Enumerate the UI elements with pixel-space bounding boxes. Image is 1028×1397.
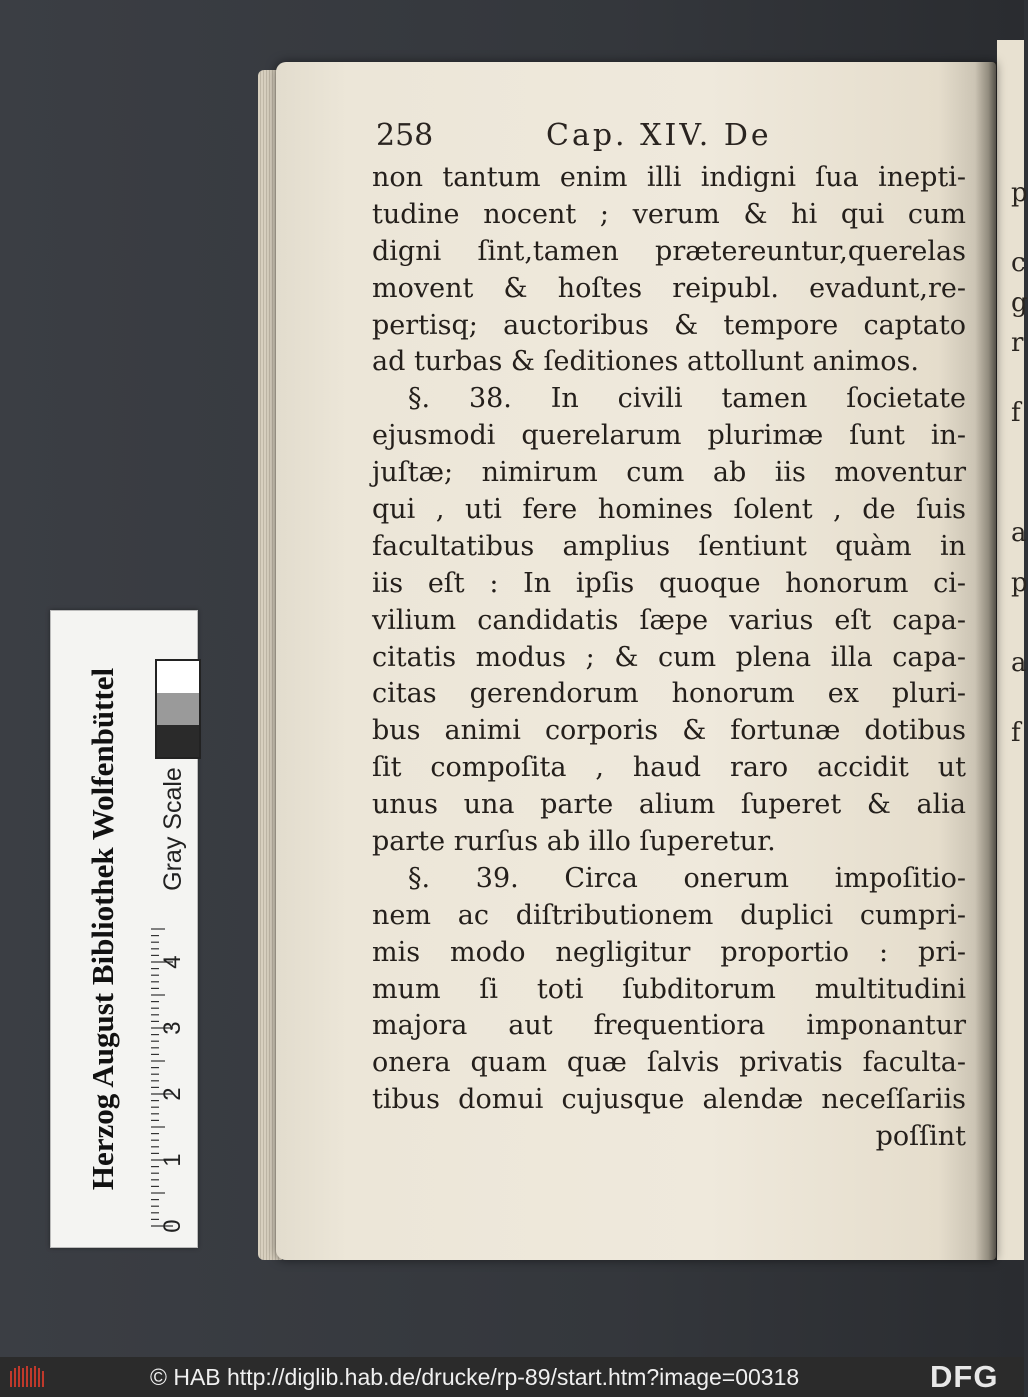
text-line: ſit compoſita , haud raro accidit ut [372, 752, 966, 784]
gray-swatches [155, 659, 201, 759]
text-line: movent & hoſtes reipubl. evadunt,re- [372, 272, 966, 304]
text-line: iis eſt : In ipſis quoque honorum ci- [372, 567, 966, 599]
facing-page-fragment: p [1011, 178, 1028, 208]
text-line: ejusmodi querelarum plurimæ ſunt in- [372, 420, 966, 452]
page-number: 258 [376, 118, 434, 153]
copyright-link[interactable]: © HAB http://diglib.hab.de/drucke/rp-89/start.htm?image=00318 [150, 1364, 800, 1390]
text-line: ad turbas & ſeditiones attollunt animos. [372, 346, 919, 378]
ruler-number: 4 [159, 955, 186, 969]
facing-page [997, 40, 1028, 1260]
facing-page-fragment: a [1011, 648, 1027, 678]
facing-page-fragment: f [1011, 398, 1021, 428]
text-line: facultatibus amplius ſentiunt quàm in [372, 530, 966, 562]
facing-page-fragment: f [1011, 718, 1021, 748]
text-line: mum ſi toti ſubditorum multitudini [372, 973, 966, 1005]
text-line: tibus domui cujusque alendæ neceſſariis [372, 1084, 966, 1116]
ruler-number: 3 [159, 1021, 186, 1035]
ruler-number: 1 [159, 1153, 186, 1167]
footer-bar [0, 1357, 1024, 1397]
ruler-number: 2 [159, 1087, 186, 1101]
gray-swatch [157, 725, 199, 757]
text-line: non tantum enim illi indigni ſua inepti- [372, 162, 966, 193]
text-line: onera quam quæ ſalvis privatis faculta- [372, 1047, 966, 1079]
text-line: §. 39. Circa onerum impoſitio- [408, 862, 966, 894]
text-line: majora aut frequentiora imponantur [372, 1010, 966, 1042]
ruler-number: 0 [159, 1219, 186, 1233]
running-head: Cap. XIV. De [546, 118, 772, 153]
page-header [376, 118, 966, 158]
institution-name: Herzog August Bibliothek Wolfenbüttel [85, 667, 120, 1191]
facing-page-fragment: p [1011, 568, 1028, 598]
text-line: juſtæ; nimirum cum ab iis moventur [372, 457, 966, 489]
text-line: pertisq; auctoribus & tempore captato [372, 309, 966, 341]
body-text [372, 160, 966, 1156]
facing-page-fragment: g [1011, 288, 1028, 318]
text-line: vilium candidatis ſæpe varius eſt capa- [372, 604, 966, 636]
text-line: §. 38. In civili tamen ſocietate [408, 383, 966, 415]
text-line: bus animi corporis & fortunæ dotibus [372, 715, 966, 747]
facing-page-fragment: r [1011, 328, 1024, 358]
gray-scale-card [50, 610, 198, 1248]
text-line: citas gerendorum honorum ex pluri- [372, 678, 966, 710]
text-line: parte rurſus ab illo ſuperetur. [372, 826, 776, 858]
gray-swatch [157, 693, 199, 725]
dfg-logo: DFG [930, 1359, 999, 1394]
text-line: nem ac diſtributionem duplici cumpri- [372, 899, 966, 931]
text-line: qui , uti fere homines ſolent , de ſuis [372, 494, 966, 526]
text-line: tudine nocent ; verum & hi qui cum [372, 198, 966, 230]
gray-swatch [157, 661, 199, 693]
text-line: poſſint [875, 1121, 966, 1153]
text-line: digni ſint,tamen prætereuntur,querelas [372, 235, 966, 267]
text-line: mis modo negligitur proportio : pri- [372, 936, 966, 968]
facing-page-fragment: c [1011, 248, 1026, 278]
facing-page-fragment: a [1011, 518, 1027, 548]
text-line: citatis modus ; & cum plena illa capa- [372, 641, 966, 673]
page-gutter [975, 62, 997, 1260]
hab-logo-icon [8, 1363, 48, 1391]
text-line: unus una parte alium ſuperet & alia [372, 789, 966, 821]
gray-scale-label: Gray Scale [159, 767, 187, 891]
